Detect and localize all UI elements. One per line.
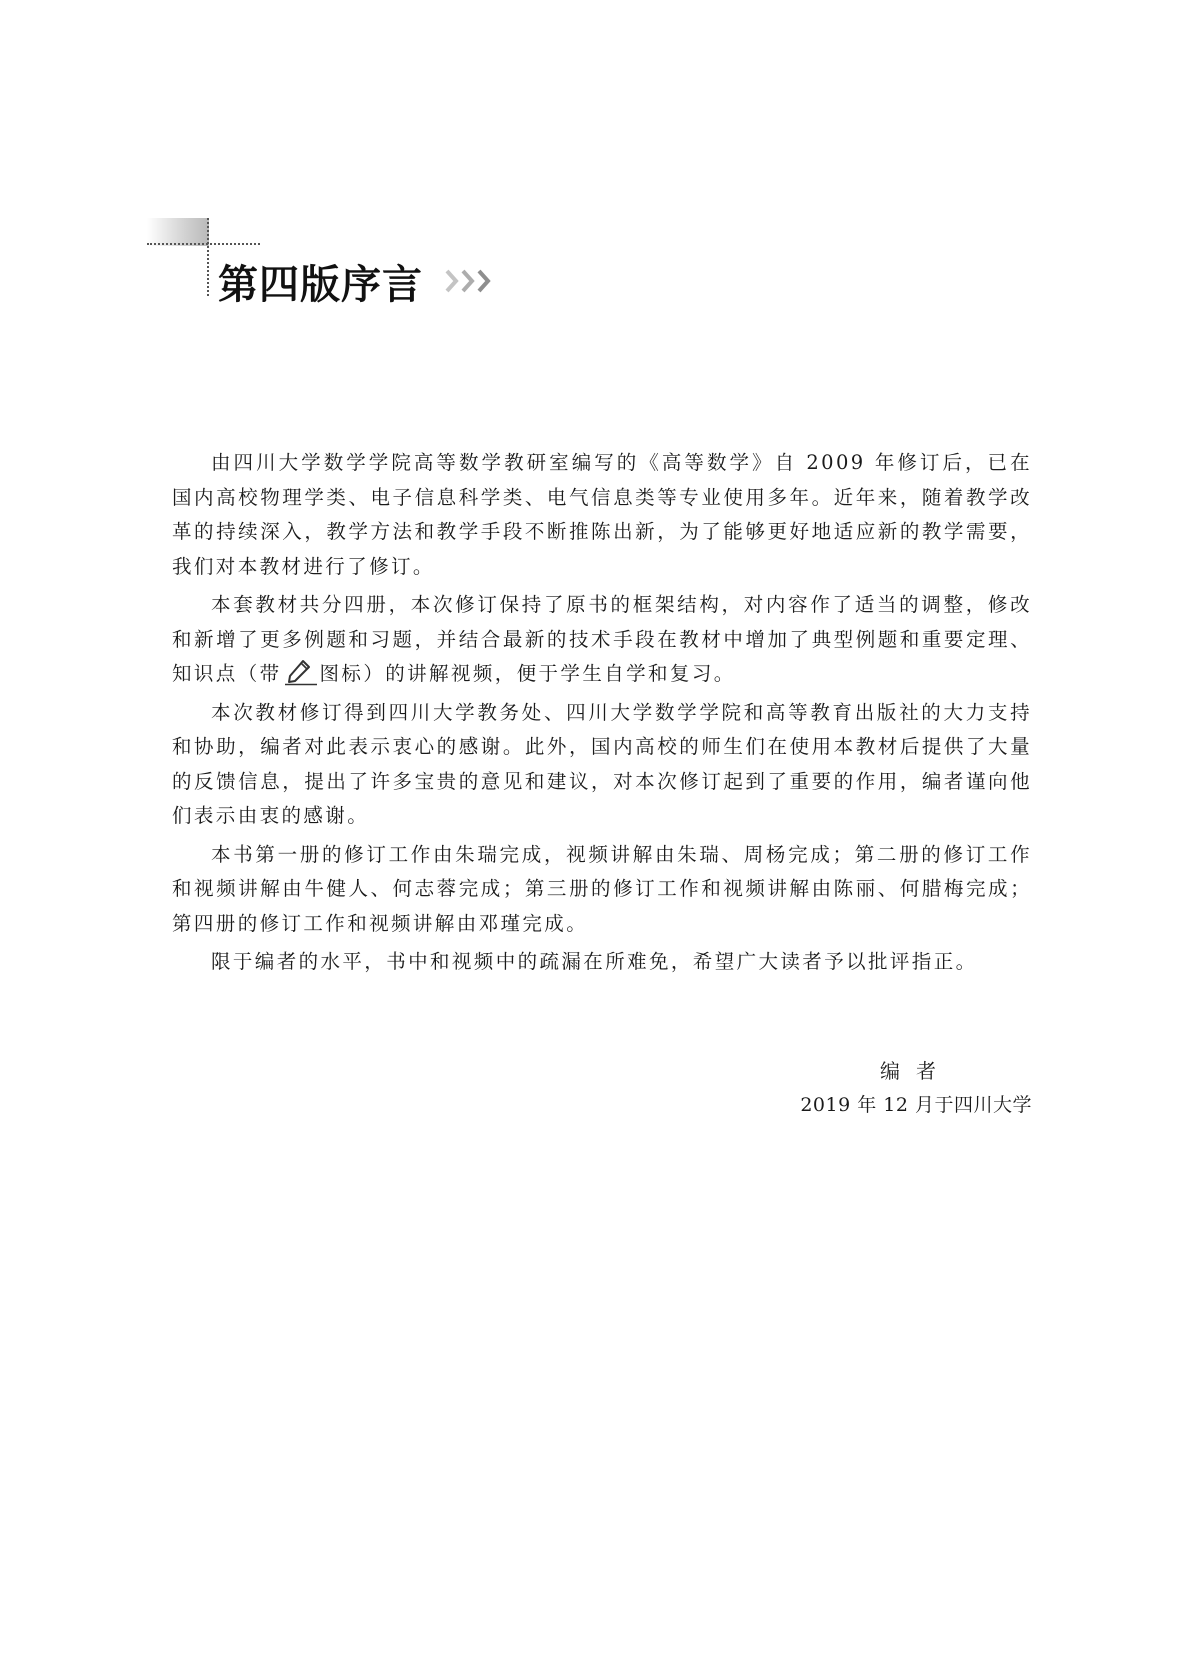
paragraph-2-text-before-icon: 本套教材共分四册，本次修订保持了原书的框架结构，对内容作了适当的调整，修改和新增了更多例题和习题，并结合最新的技术手段在教材中增加了典型例题和重要定理、知识点（带 xyxy=(172,593,1032,685)
chevron-right-icon xyxy=(443,266,503,296)
pen-icon xyxy=(284,658,318,686)
title-row xyxy=(218,253,503,309)
paragraph-2 xyxy=(172,588,1032,692)
paragraph-1: 由四川大学数学学院高等数学教研室编写的《高等数学》自 2009 年修订后，已在国内高校物理学类、电子信息科学类、电气信息类等专业使用多年。近年来，随着教学改革的持续深入，教学方法和教学手段不断推陈出新，为了能够更好地适应新的教学需要，我们对本教材进行了修订。 xyxy=(172,451,1032,578)
header-gradient-block xyxy=(147,218,209,246)
signature-editor: 编者 xyxy=(880,1059,952,1083)
paragraph-2-text-after-icon: 图标）的讲解视频，便于学生自学和复习。 xyxy=(319,662,736,685)
paragraph-4: 本书第一册的修订工作由朱瑞完成，视频讲解由朱瑞、周杨完成；第二册的修订工作和视频讲解由牛健人、何志蓉完成；第三册的修订工作和视频讲解由陈丽、何腊梅完成；第四册的修订工作和视频讲解由邓瑾完成。 xyxy=(172,842,1032,935)
header-dotted-line-horizontal xyxy=(147,243,260,245)
page-title: 第四版序言 xyxy=(218,260,423,308)
header-dotted-line-vertical xyxy=(207,218,209,296)
preface-body xyxy=(172,446,1032,984)
signature-date: 2019 年 12 月于四川大学 xyxy=(800,1094,1032,1116)
paragraph-3: 本次教材修订得到四川大学教务处、四川大学数学学院和高等教育出版社的大力支持和协助，编者对此表示衷心的感谢。此外，国内高校的师生们在使用本教材后提供了大量的反馈信息，提出了许多宝贵的意见和建议，对本次修订起到了重要的作用，编者谨向他们表示由衷的感谢。 xyxy=(172,700,1032,827)
paragraph-5: 限于编者的水平，书中和视频中的疏漏在所难免，希望广大读者予以批评指正。 xyxy=(211,950,978,973)
